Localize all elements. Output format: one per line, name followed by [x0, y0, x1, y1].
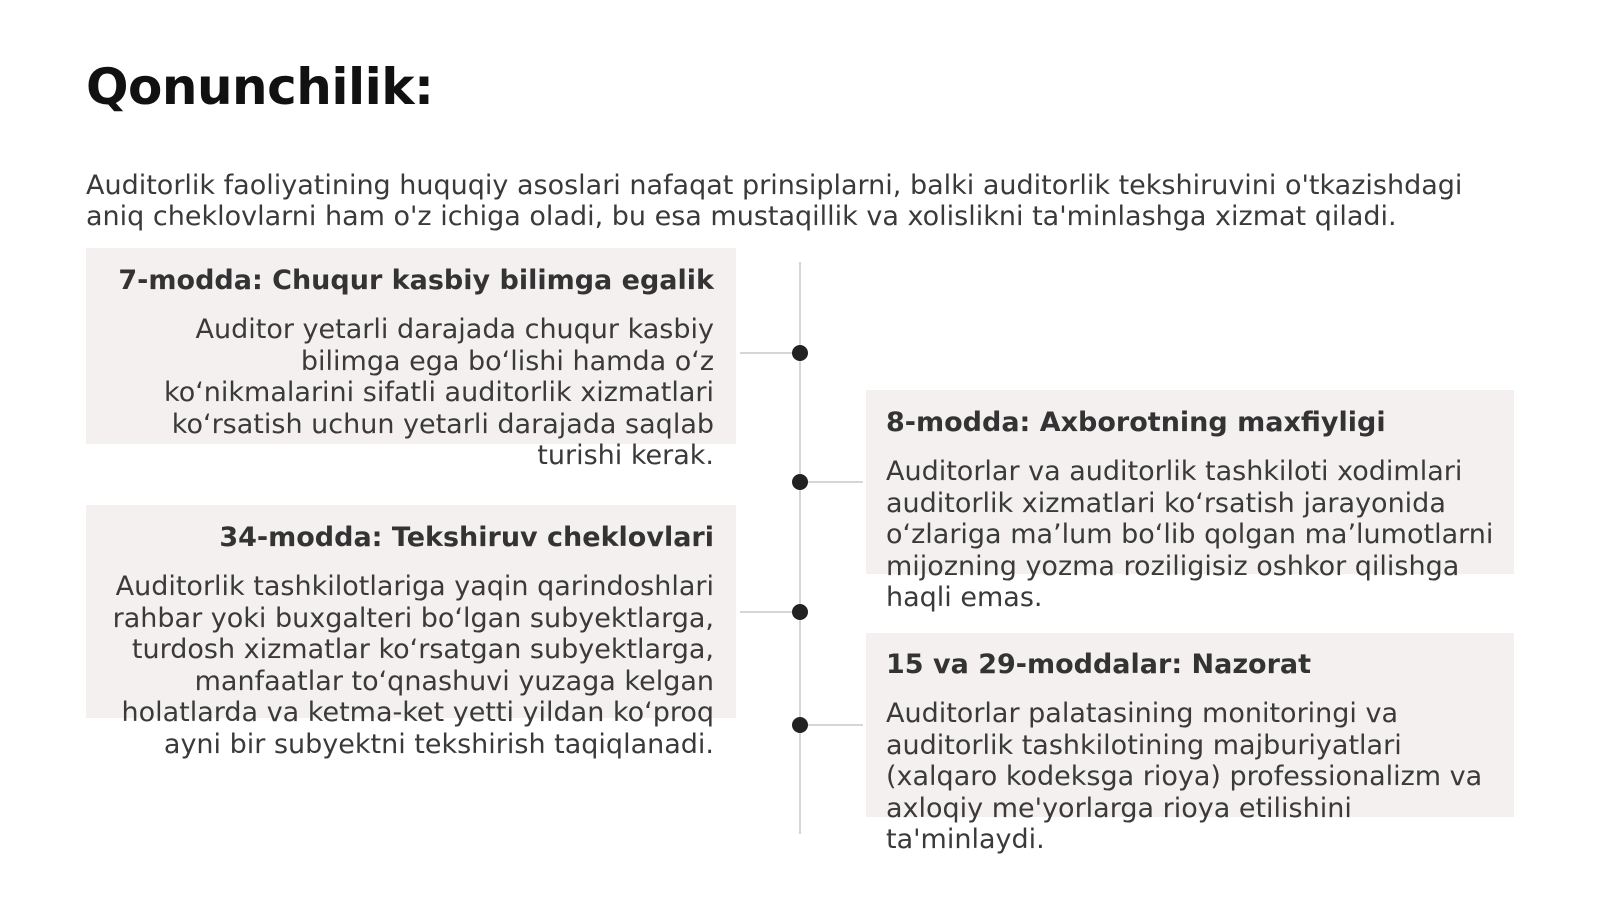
- timeline-connector-article-8: [801, 481, 863, 483]
- article-title: 15 va 29-moddalar: Nazorat: [886, 649, 1312, 680]
- article-title: 8-modda: Axborotning maxfiyligi: [886, 407, 1386, 438]
- article-body: Auditor yetarli darajada chuqur kasbiy bilimga ega bo‘lishi hamda o‘z ko‘nikmalarini sifatli auditorlik xizmatlari ko‘rsatish uchun yetarli darajada saqlab turishi kerak.: [164, 314, 714, 471]
- timeline-dot-article-34: [792, 604, 808, 620]
- article-card-15-29: [886, 648, 1500, 856]
- article-title: 34-modda: Tekshiruv cheklovlari: [219, 522, 714, 553]
- article-title: 7-modda: Chuqur kasbiy bilimga egalik: [118, 265, 714, 296]
- timeline-connector-article-7: [740, 352, 799, 354]
- article-card-8: [886, 406, 1500, 614]
- timeline-connector-articles-15-29: [801, 724, 863, 726]
- intro-paragraph: Auditorlik faoliyatining huquqiy asoslari nafaqat prinsiplarni, balki auditorlik tekshiruvini o'tkazishdagi aniq cheklovlarni ham o'z ichiga oladi, bu esa mustaqillik va xolislikni ta'minlashga xizmat qiladi.: [86, 170, 1463, 232]
- article-body: Auditorlar palatasining monitoringi va auditorlik tashkilotining majburiyatlari (xalqaro kodeksga rioya) professionalizm va axloqiy me'yorlarga rioya etilishini ta'minlaydi.: [886, 698, 1483, 855]
- timeline-connector-article-34: [740, 611, 799, 613]
- article-body: Auditorlar va auditorlik tashkiloti xodimlari auditorlik xizmatlari ko‘rsatish jarayonida o‘zlariga ma’lum bo‘lib qolgan ma’lumotlarni mijozning yozma roziligisiz oshkor qilishga haqli emas.: [886, 456, 1494, 613]
- timeline-dot-articles-15-29: [792, 717, 808, 733]
- timeline-dot-article-7: [792, 345, 808, 361]
- slide-title: Qonunchilik:: [86, 58, 434, 116]
- timeline-dot-article-8: [792, 474, 808, 490]
- article-card-34: [110, 521, 714, 760]
- article-card-7: [110, 264, 714, 472]
- article-body: Auditorlik tashkilotlariga yaqin qarindoshlari rahbar yoki buxgalteri bo‘lgan subyektlarga, turdosh xizmatlar ko‘rsatgan subyektlarga, manfaatlar to‘qnashuvi yuzaga kelgan holatlarda va ketma-ket yetti yildan ko‘proq ayni bir subyektni tekshirish taqiqlanadi.: [112, 571, 714, 760]
